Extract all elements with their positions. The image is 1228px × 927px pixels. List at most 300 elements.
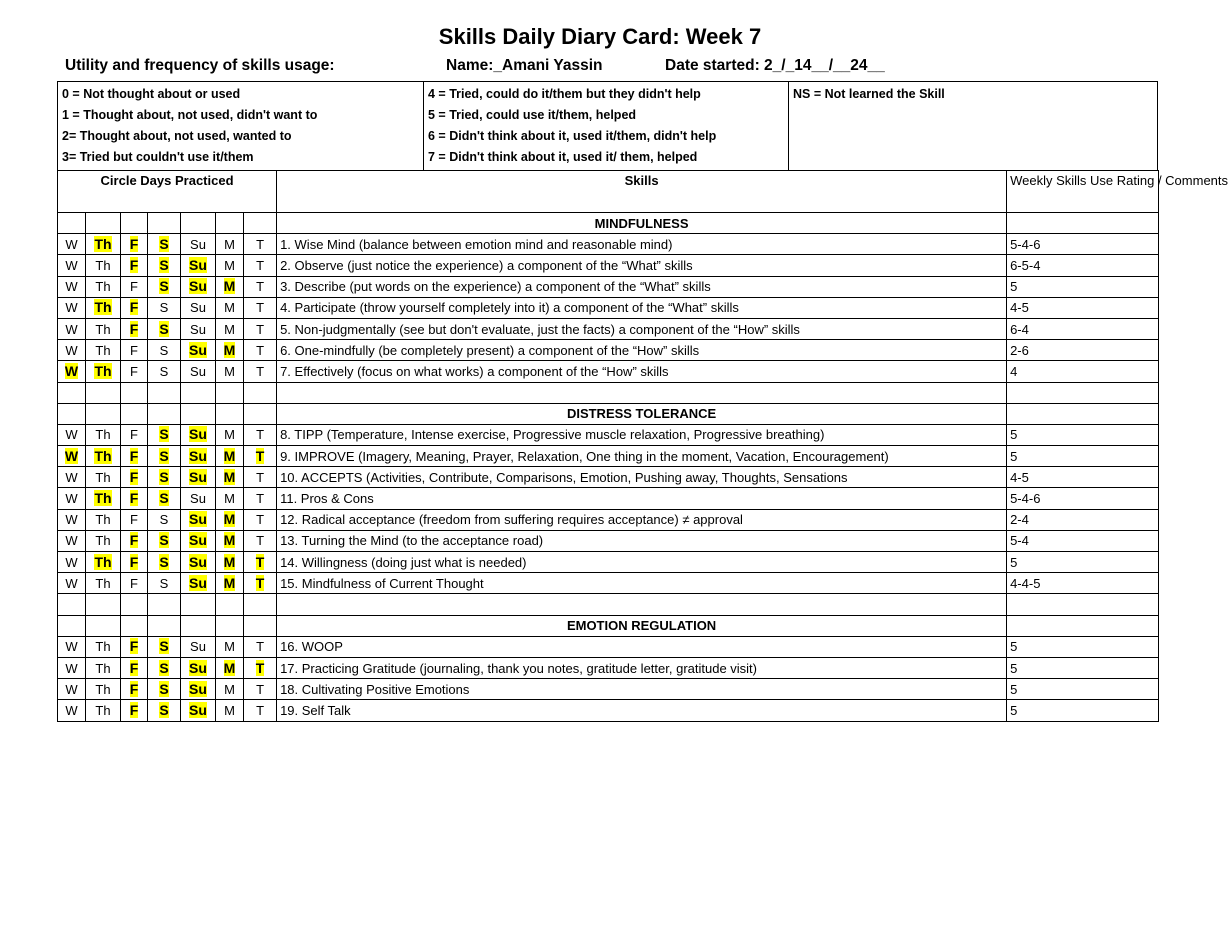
day-cell-su[interactable] xyxy=(181,297,216,318)
skill-row xyxy=(58,573,1159,594)
weekly-rating[interactable]: 5 xyxy=(1007,679,1159,700)
day-label: S xyxy=(159,490,169,507)
day-cell-t[interactable] xyxy=(244,361,277,382)
day-cell-th[interactable] xyxy=(86,446,121,467)
day-cell-f[interactable] xyxy=(121,700,148,721)
day-label: F xyxy=(129,701,139,718)
day-cell-su[interactable] xyxy=(181,636,216,657)
skill-row xyxy=(58,657,1159,678)
empty-cell xyxy=(181,594,216,615)
day-cell-m[interactable] xyxy=(216,255,244,276)
diary-card-table xyxy=(57,170,1228,722)
day-label: Su xyxy=(190,321,206,337)
day-cell-su[interactable] xyxy=(181,276,216,297)
day-label: W xyxy=(65,257,78,273)
weekly-rating[interactable]: 5 xyxy=(1007,446,1159,467)
day-cell-th[interactable] xyxy=(86,552,121,573)
day-cell-f[interactable] xyxy=(121,488,148,509)
day-cell-su[interactable] xyxy=(181,657,216,678)
day-cell-s[interactable] xyxy=(148,297,181,318)
day-label: Su xyxy=(189,701,207,718)
day-cell-t[interactable] xyxy=(244,297,277,318)
weekly-rating[interactable]: 2-4 xyxy=(1007,509,1159,530)
day-cell-th[interactable] xyxy=(86,424,121,445)
day-cell-t[interactable] xyxy=(244,234,277,255)
skill-row xyxy=(58,488,1159,509)
day-cell-w[interactable] xyxy=(58,234,86,255)
skill-description: 1. Wise Mind (balance between emotion mind and reasonable mind) xyxy=(277,234,1007,255)
day-cell-w[interactable] xyxy=(58,657,86,678)
day-cell-m[interactable] xyxy=(216,657,244,678)
day-cell-su[interactable] xyxy=(181,488,216,509)
day-cell-su[interactable] xyxy=(181,530,216,551)
weekly-rating[interactable]: 4-4-5 xyxy=(1007,573,1159,594)
legend-item: 3= Tried but couldn't use it/them xyxy=(62,150,254,164)
skill-row xyxy=(58,509,1159,530)
day-cell-m[interactable] xyxy=(216,467,244,488)
day-label: W xyxy=(65,681,78,697)
empty-cell xyxy=(58,382,86,403)
day-cell-w[interactable] xyxy=(58,573,86,594)
day-label: Su xyxy=(189,680,207,697)
day-cell-f[interactable] xyxy=(121,340,148,361)
day-cell-m[interactable] xyxy=(216,234,244,255)
day-cell-w[interactable] xyxy=(58,700,86,721)
day-cell-t[interactable] xyxy=(244,424,277,445)
day-cell-th[interactable] xyxy=(86,467,121,488)
day-cell-th[interactable] xyxy=(86,318,121,339)
skill-description: 11. Pros & Cons xyxy=(277,488,1007,509)
section-title: EMOTION REGULATION xyxy=(277,615,1007,636)
legend-item: 7 = Didn't think about it, used it/ them, helped xyxy=(428,150,698,164)
day-label: W xyxy=(65,342,78,358)
name-field: Name:_Amani Yassin xyxy=(446,57,603,74)
weekly-rating[interactable]: 6-5-4 xyxy=(1007,255,1159,276)
day-label: Su xyxy=(189,532,207,549)
day-label: S xyxy=(159,701,169,718)
day-cell-su[interactable] xyxy=(181,700,216,721)
day-label: W xyxy=(65,660,78,676)
day-label: Th xyxy=(94,362,112,379)
empty-cell xyxy=(121,403,148,424)
day-label: F xyxy=(129,299,139,316)
skill-row xyxy=(58,340,1159,361)
day-label: T xyxy=(256,702,265,718)
day-label: S xyxy=(159,553,169,570)
day-label: F xyxy=(129,553,139,570)
skill-description: 14. Willingness (doing just what is needed) xyxy=(277,552,1007,573)
day-label: M xyxy=(224,491,235,507)
day-cell-m[interactable] xyxy=(216,636,244,657)
day-cell-s[interactable] xyxy=(148,234,181,255)
day-cell-w[interactable] xyxy=(58,255,86,276)
day-label: Th xyxy=(94,235,112,252)
day-cell-s[interactable] xyxy=(148,552,181,573)
day-label: S xyxy=(159,300,169,316)
day-cell-f[interactable] xyxy=(121,424,148,445)
day-cell-w[interactable] xyxy=(58,530,86,551)
day-cell-su[interactable] xyxy=(181,552,216,573)
day-label: T xyxy=(255,447,265,464)
day-cell-su[interactable] xyxy=(181,361,216,382)
day-cell-s[interactable] xyxy=(148,424,181,445)
day-label: Su xyxy=(190,491,206,507)
day-cell-m[interactable] xyxy=(216,424,244,445)
day-cell-f[interactable] xyxy=(121,552,148,573)
day-cell-t[interactable] xyxy=(244,276,277,297)
day-label: T xyxy=(256,639,265,655)
day-cell-f[interactable] xyxy=(121,297,148,318)
weekly-rating[interactable]: 5-4 xyxy=(1007,530,1159,551)
skill-description: 17. Practicing Gratitude (journaling, thank you notes, gratitude letter, gratitude visit) xyxy=(277,657,1007,678)
day-cell-w[interactable] xyxy=(58,552,86,573)
day-cell-su[interactable] xyxy=(181,446,216,467)
day-cell-t[interactable] xyxy=(244,255,277,276)
day-cell-m[interactable] xyxy=(216,318,244,339)
day-cell-m[interactable] xyxy=(216,573,244,594)
day-cell-t[interactable] xyxy=(244,679,277,700)
day-cell-w[interactable] xyxy=(58,636,86,657)
day-cell-su[interactable] xyxy=(181,467,216,488)
day-label: W xyxy=(65,469,78,485)
day-cell-s[interactable] xyxy=(148,636,181,657)
day-label: M xyxy=(224,236,235,252)
day-label: Th xyxy=(94,490,112,507)
day-label: M xyxy=(223,468,236,485)
day-cell-f[interactable] xyxy=(121,573,148,594)
weekly-rating[interactable]: 2-6 xyxy=(1007,340,1159,361)
skill-row xyxy=(58,255,1159,276)
skill-description: 18. Cultivating Positive Emotions xyxy=(277,679,1007,700)
day-cell-s[interactable] xyxy=(148,530,181,551)
empty-cell xyxy=(244,615,277,636)
skill-description: 19. Self Talk xyxy=(277,700,1007,721)
weekly-rating[interactable]: 5 xyxy=(1007,700,1159,721)
day-label: Th xyxy=(95,342,111,358)
day-cell-th[interactable] xyxy=(86,679,121,700)
day-label: W xyxy=(64,362,79,379)
section-row-mindfulness xyxy=(58,213,1159,234)
weekly-rating[interactable]: 5 xyxy=(1007,424,1159,445)
empty-cell xyxy=(277,382,1007,403)
day-cell-s[interactable] xyxy=(148,467,181,488)
day-label: T xyxy=(256,427,265,443)
skill-row xyxy=(58,446,1159,467)
day-label: M xyxy=(224,681,235,697)
day-label: S xyxy=(159,320,169,337)
day-cell-w[interactable] xyxy=(58,509,86,530)
day-label: Th xyxy=(95,427,111,443)
day-label: T xyxy=(255,553,265,570)
empty-cell xyxy=(148,594,181,615)
day-cell-su[interactable] xyxy=(181,340,216,361)
day-label: F xyxy=(130,279,138,295)
day-label: Th xyxy=(95,512,111,528)
day-label: Su xyxy=(189,426,207,443)
day-cell-t[interactable] xyxy=(244,530,277,551)
skill-description: 16. WOOP xyxy=(277,636,1007,657)
skill-description: 3. Describe (put words on the experience) a component of the “What” skills xyxy=(277,276,1007,297)
day-cell-m[interactable] xyxy=(216,340,244,361)
skill-description: 13. Turning the Mind (to the acceptance road) xyxy=(277,530,1007,551)
day-cell-t[interactable] xyxy=(244,700,277,721)
empty-cell xyxy=(244,382,277,403)
day-label: M xyxy=(223,447,236,464)
weekly-rating[interactable]: 4 xyxy=(1007,361,1159,382)
day-cell-su[interactable] xyxy=(181,255,216,276)
day-cell-f[interactable] xyxy=(121,255,148,276)
day-cell-f[interactable] xyxy=(121,530,148,551)
day-cell-t[interactable] xyxy=(244,488,277,509)
day-label: M xyxy=(223,553,236,570)
day-cell-w[interactable] xyxy=(58,297,86,318)
day-cell-w[interactable] xyxy=(58,361,86,382)
day-label: Th xyxy=(95,575,111,591)
day-cell-w[interactable] xyxy=(58,318,86,339)
day-cell-f[interactable] xyxy=(121,679,148,700)
day-label: F xyxy=(130,512,138,528)
day-label: T xyxy=(256,491,265,507)
empty-cell xyxy=(58,213,86,234)
day-cell-f[interactable] xyxy=(121,657,148,678)
day-cell-w[interactable] xyxy=(58,276,86,297)
empty-cell xyxy=(181,213,216,234)
skill-row xyxy=(58,700,1159,721)
day-cell-th[interactable] xyxy=(86,573,121,594)
day-cell-w[interactable] xyxy=(58,424,86,445)
day-label: F xyxy=(129,447,139,464)
day-label: Th xyxy=(95,257,111,273)
day-label: S xyxy=(159,512,169,528)
empty-cell xyxy=(1007,615,1159,636)
day-label: T xyxy=(256,342,265,358)
day-label: W xyxy=(65,575,78,591)
day-cell-t[interactable] xyxy=(244,509,277,530)
day-cell-f[interactable] xyxy=(121,318,148,339)
day-label: T xyxy=(256,533,265,549)
empty-cell xyxy=(216,403,244,424)
day-cell-f[interactable] xyxy=(121,276,148,297)
day-label: T xyxy=(255,659,265,676)
section-title: DISTRESS TOLERANCE xyxy=(277,403,1007,424)
day-label: Th xyxy=(95,321,111,337)
weekly-rating[interactable]: 5 xyxy=(1007,276,1159,297)
day-label: F xyxy=(129,320,139,337)
day-cell-m[interactable] xyxy=(216,509,244,530)
day-label: W xyxy=(65,321,78,337)
day-cell-s[interactable] xyxy=(148,573,181,594)
day-cell-s[interactable] xyxy=(148,679,181,700)
day-label: Su xyxy=(189,659,207,676)
day-label: S xyxy=(159,532,169,549)
day-cell-m[interactable] xyxy=(216,297,244,318)
skills-header: Skills xyxy=(277,171,1007,213)
day-cell-th[interactable] xyxy=(86,276,121,297)
empty-cell xyxy=(86,615,121,636)
weekly-rating[interactable]: 5 xyxy=(1007,552,1159,573)
day-label: M xyxy=(223,659,236,676)
day-cell-m[interactable] xyxy=(216,552,244,573)
day-cell-m[interactable] xyxy=(216,700,244,721)
day-label: T xyxy=(256,279,265,295)
day-label: W xyxy=(65,279,78,295)
weekly-rating[interactable]: 5-4-6 xyxy=(1007,488,1159,509)
day-cell-su[interactable] xyxy=(181,509,216,530)
day-cell-s[interactable] xyxy=(148,700,181,721)
day-label: Su xyxy=(190,236,206,252)
day-cell-t[interactable] xyxy=(244,446,277,467)
day-label: F xyxy=(130,363,138,379)
empty-cell xyxy=(58,403,86,424)
day-cell-th[interactable] xyxy=(86,297,121,318)
day-label: Th xyxy=(95,469,111,485)
day-label: Th xyxy=(95,279,111,295)
day-cell-s[interactable] xyxy=(148,255,181,276)
day-cell-m[interactable] xyxy=(216,530,244,551)
legend-item: 6 = Didn't think about it, used it/them, didn't help xyxy=(428,129,717,143)
day-label: M xyxy=(224,257,235,273)
day-cell-su[interactable] xyxy=(181,573,216,594)
day-label: Su xyxy=(189,553,207,570)
day-cell-f[interactable] xyxy=(121,446,148,467)
day-cell-m[interactable] xyxy=(216,679,244,700)
empty-cell xyxy=(148,382,181,403)
weekly-rating[interactable]: 5 xyxy=(1007,657,1159,678)
day-cell-th[interactable] xyxy=(86,361,121,382)
skill-description: 6. One-mindfully (be completely present) a component of the “How” skills xyxy=(277,340,1007,361)
day-cell-s[interactable] xyxy=(148,318,181,339)
day-cell-su[interactable] xyxy=(181,679,216,700)
day-label: W xyxy=(65,512,78,528)
day-label: M xyxy=(223,278,236,295)
day-label: Th xyxy=(95,533,111,549)
day-cell-m[interactable] xyxy=(216,276,244,297)
day-cell-t[interactable] xyxy=(244,467,277,488)
day-cell-m[interactable] xyxy=(216,446,244,467)
day-cell-f[interactable] xyxy=(121,234,148,255)
day-label: W xyxy=(65,236,78,252)
empty-cell xyxy=(216,382,244,403)
day-label: W xyxy=(65,639,78,655)
day-cell-su[interactable] xyxy=(181,318,216,339)
day-label: M xyxy=(223,532,236,549)
day-label: W xyxy=(65,533,78,549)
day-cell-th[interactable] xyxy=(86,700,121,721)
day-cell-th[interactable] xyxy=(86,530,121,551)
day-cell-th[interactable] xyxy=(86,255,121,276)
day-label: M xyxy=(224,702,235,718)
day-cell-th[interactable] xyxy=(86,509,121,530)
day-cell-t[interactable] xyxy=(244,340,277,361)
empty-cell xyxy=(244,594,277,615)
day-label: Th xyxy=(95,702,111,718)
day-label: Th xyxy=(94,553,112,570)
day-cell-w[interactable] xyxy=(58,679,86,700)
day-cell-f[interactable] xyxy=(121,467,148,488)
day-label: Su xyxy=(190,300,206,316)
weekly-rating[interactable]: 4-5 xyxy=(1007,467,1159,488)
day-cell-s[interactable] xyxy=(148,276,181,297)
weekly-rating[interactable]: 4-5 xyxy=(1007,297,1159,318)
legend-column-2 xyxy=(424,82,789,171)
day-cell-s[interactable] xyxy=(148,657,181,678)
day-cell-w[interactable] xyxy=(58,340,86,361)
day-label: S xyxy=(159,680,169,697)
day-label: S xyxy=(159,638,169,655)
day-cell-f[interactable] xyxy=(121,509,148,530)
day-cell-t[interactable] xyxy=(244,318,277,339)
spacer-row xyxy=(58,594,1159,615)
day-cell-f[interactable] xyxy=(121,636,148,657)
day-cell-su[interactable] xyxy=(181,424,216,445)
weekly-rating[interactable]: 5-4-6 xyxy=(1007,234,1159,255)
day-label: M xyxy=(223,341,236,358)
day-cell-m[interactable] xyxy=(216,488,244,509)
skill-row xyxy=(58,530,1159,551)
empty-cell xyxy=(148,213,181,234)
day-label: M xyxy=(224,639,235,655)
day-cell-w[interactable] xyxy=(58,446,86,467)
weekly-rating[interactable]: 5 xyxy=(1007,636,1159,657)
day-label: T xyxy=(256,257,265,273)
rating-legend xyxy=(57,81,1158,171)
empty-cell xyxy=(86,594,121,615)
day-cell-s[interactable] xyxy=(148,361,181,382)
day-cell-th[interactable] xyxy=(86,488,121,509)
day-label: W xyxy=(65,427,78,443)
skill-description: 9. IMPROVE (Imagery, Meaning, Prayer, Relaxation, One thing in the moment, Vacation, Encouragement) xyxy=(277,446,1007,467)
day-cell-t[interactable] xyxy=(244,573,277,594)
day-cell-su[interactable] xyxy=(181,234,216,255)
day-cell-f[interactable] xyxy=(121,361,148,382)
day-cell-s[interactable] xyxy=(148,509,181,530)
day-cell-th[interactable] xyxy=(86,234,121,255)
day-cell-w[interactable] xyxy=(58,488,86,509)
empty-cell xyxy=(181,615,216,636)
day-cell-t[interactable] xyxy=(244,657,277,678)
empty-cell xyxy=(58,594,86,615)
weekly-rating[interactable]: 6-4 xyxy=(1007,318,1159,339)
day-label: F xyxy=(129,256,139,273)
skill-description: 7. Effectively (focus on what works) a component of the “How” skills xyxy=(277,361,1007,382)
day-label: Th xyxy=(94,447,112,464)
day-cell-th[interactable] xyxy=(86,340,121,361)
skill-row xyxy=(58,636,1159,657)
day-cell-s[interactable] xyxy=(148,446,181,467)
table-header-row xyxy=(58,171,1159,213)
day-cell-t[interactable] xyxy=(244,552,277,573)
day-label: W xyxy=(65,554,78,570)
day-label: T xyxy=(256,300,265,316)
empty-cell xyxy=(121,594,148,615)
day-cell-s[interactable] xyxy=(148,488,181,509)
day-cell-w[interactable] xyxy=(58,467,86,488)
legend-item: 4 = Tried, could do it/them but they didn't help xyxy=(428,87,701,101)
day-cell-t[interactable] xyxy=(244,636,277,657)
day-cell-th[interactable] xyxy=(86,636,121,657)
date-started-field: Date started: 2_/_14__/__24__ xyxy=(665,57,885,74)
empty-cell xyxy=(181,403,216,424)
day-label: S xyxy=(159,278,169,295)
skill-row xyxy=(58,276,1159,297)
day-cell-s[interactable] xyxy=(148,340,181,361)
day-label: Su xyxy=(189,256,207,273)
day-cell-m[interactable] xyxy=(216,361,244,382)
skill-row xyxy=(58,234,1159,255)
skill-description: 2. Observe (just notice the experience) a component of the “What” skills xyxy=(277,255,1007,276)
skill-description: 8. TIPP (Temperature, Intense exercise, Progressive muscle relaxation, Progressive breathing) xyxy=(277,424,1007,445)
day-cell-th[interactable] xyxy=(86,657,121,678)
